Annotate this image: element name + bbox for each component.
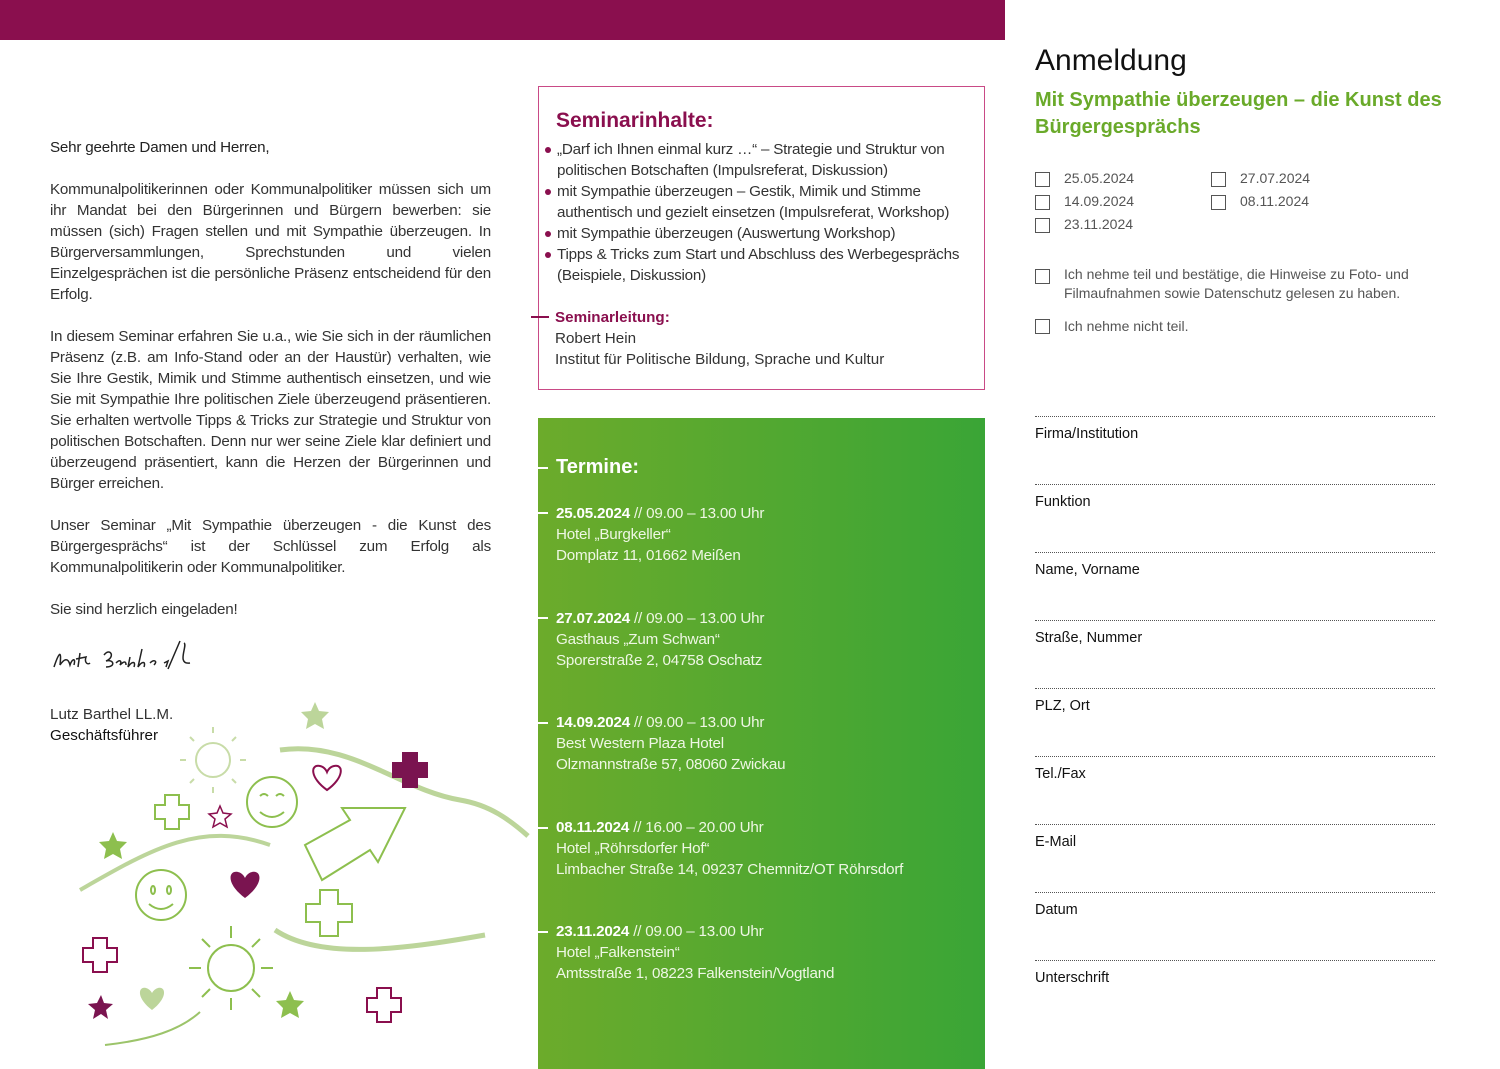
divider-tick (530, 467, 548, 469)
heart-icon (313, 766, 341, 790)
dates-title: Termine: (556, 456, 639, 478)
venue: Hotel „Burgkeller“ (556, 526, 671, 543)
divider-tick (530, 617, 548, 619)
divider-tick (530, 512, 548, 514)
greeting: Sehr geehrte Damen und Herren, (50, 139, 270, 156)
seminar-contents-box (538, 86, 985, 390)
field-email[interactable] (1035, 824, 1435, 850)
venue: Hotel „Röhrsdorfer Hof“ (556, 840, 710, 857)
star-icon (209, 806, 231, 827)
field-label: PLZ, Ort (1035, 698, 1090, 714)
star-icon (99, 832, 127, 859)
date: 25.05.2024 (556, 505, 631, 522)
field-street[interactable] (1035, 620, 1435, 646)
lead-org: Institut für Politische Bildung, Sprache und Kultur (555, 351, 885, 368)
heart-icon (231, 872, 260, 898)
top-banner (0, 0, 1005, 40)
sun-icon (189, 926, 273, 1010)
lead-title: Seminarleitung: (555, 309, 670, 326)
paragraph: Unser Seminar „Mit Sympathie überzeugen - die Kunst des Bürgergesprächs“ ist der Schlüssel zum Erfolg als Kommunalpolitikerin oder Kommunalpolitiker. (50, 517, 491, 576)
field-date[interactable] (1035, 892, 1435, 918)
checkbox-decline[interactable] (1035, 319, 1050, 334)
field-zip-city[interactable] (1035, 688, 1435, 714)
smiley-icon (247, 777, 297, 827)
field-label: Datum (1035, 902, 1078, 918)
signature-image (50, 635, 210, 675)
checkbox-date-3[interactable] (1035, 195, 1050, 210)
address: Olzmannstraße 57, 08060 Zwickau (556, 756, 786, 773)
signer-name: Lutz Barthel LL.M. (50, 706, 174, 723)
cross-icon (392, 752, 428, 788)
address: Amtsstraße 1, 08223 Falkenstein/Vogtland (556, 965, 835, 982)
contents-list (543, 139, 984, 286)
time: // 09.00 – 13.00 Uhr (630, 714, 765, 731)
checkbox-label: 08.11.2024 (1240, 193, 1310, 209)
cross-icon (306, 890, 352, 936)
consent-label: Ich nehme teil und bestätige, die Hinweise zu Foto- und Filmaufnahmen sowie Datenschutz gelesen zu haben. (1064, 266, 1409, 301)
field-label: Unterschrift (1035, 970, 1110, 986)
date-entry (556, 712, 785, 775)
venue: Best Western Plaza Hotel (556, 735, 724, 752)
venue: Gasthaus „Zum Schwan“ (556, 631, 720, 648)
arrow-icon (305, 808, 405, 880)
date: 08.11.2024 (556, 819, 630, 836)
seminar-lead (555, 307, 884, 370)
date-entry (556, 921, 834, 984)
divider-tick (530, 931, 548, 933)
letter (50, 137, 491, 641)
cross-icon (155, 795, 189, 829)
list-item: „Darf ich Ihnen einmal kurz …“ – Strategie und Struktur von politischen Botschaften (Impulsreferat, Diskussion) (543, 139, 984, 181)
checkbox-date-1[interactable] (1035, 172, 1050, 187)
field-signature[interactable] (1035, 960, 1435, 986)
contents-title: Seminarinhalte: (556, 109, 714, 132)
checkbox-date-2[interactable] (1211, 172, 1226, 187)
field-label: E-Mail (1035, 834, 1077, 850)
star-icon (88, 995, 113, 1019)
checkbox-label: 14.09.2024 (1064, 193, 1135, 209)
address: Domplatz 11, 01662 Meißen (556, 547, 741, 564)
decline-label: Ich nehme nicht teil. (1064, 318, 1189, 334)
form-title: Anmeldung (1035, 44, 1187, 77)
lead-name: Robert Hein (555, 330, 637, 347)
field-label: Straße, Nummer (1035, 630, 1143, 646)
form-subtitle: Mit Sympathie überzeugen – die Kunst des Bürgergesprächs (1035, 89, 1442, 138)
paragraph: In diesem Seminar erfahren Sie u.a., wie Sie sich in der räumlichen Präsenz (z.B. am Info-Stand oder an der Haustür) verhalten, wie Sie Ihre Gestik, Mimik und Stimme authentisch einsetzen, und wie Sie mit Sympathie Ihre politischen Ziele überzeugend präsentieren. Sie erhalten wertvolle Tipps & Tricks zur Strategie und Struktur von politischen Botschaften. Denn nur wer seine Ziele klar definiert und überzeugend präsentiert, kann die Herzen der Bürgerinnen und Bürger erreichen. (50, 328, 491, 492)
list-item: Tipps & Tricks zum Start und Abschluss des Werbegesprächs (Beispiele, Diskussion) (543, 244, 984, 286)
field-name[interactable] (1035, 552, 1435, 578)
checkbox-label: 25.05.2024 (1064, 170, 1135, 186)
paragraph: Kommunalpolitikerinnen oder Kommunalpolitiker müssen sich um ihr Mandat bei den Bürgerinnen und Bürgern bewerben: sie müssen (sich) Fragen stellen und mit Sympathie überzeugen. In Bürgerversammlungen, Sprechstunden und vielen Einzelgesprächen ist die persönliche Präsenz entscheidend für den Erfolg. (50, 181, 491, 303)
checkbox-consent[interactable] (1035, 269, 1050, 284)
divider-tick (530, 722, 548, 724)
date: 23.11.2024 (556, 923, 630, 940)
checkbox-label: 27.07.2024 (1240, 170, 1311, 186)
dates-panel (538, 418, 985, 1069)
field-label: Name, Vorname (1035, 562, 1140, 578)
time: // 09.00 – 13.00 Uhr (630, 505, 765, 522)
list-item: mit Sympathie überzeugen – Gestik, Mimik und Stimme authentisch und gezielt einsetzen (Impulsreferat, Workshop) (543, 181, 984, 223)
decorative-illustration (70, 695, 530, 1055)
date-entry (556, 608, 764, 671)
sun-icon (180, 727, 246, 793)
field-phone[interactable] (1035, 756, 1435, 782)
star-icon (276, 991, 304, 1018)
cross-icon (83, 938, 117, 972)
field-company[interactable] (1035, 416, 1435, 442)
date-entry (556, 817, 903, 880)
date-entry (556, 503, 764, 566)
address: Limbacher Straße 14, 09237 Chemnitz/OT Röhrsdorf (556, 861, 904, 878)
heart-icon (140, 988, 164, 1010)
time: // 16.00 – 20.00 Uhr (629, 819, 764, 836)
checkbox-label: 23.11.2024 (1064, 216, 1134, 232)
time: // 09.00 – 13.00 Uhr (629, 923, 764, 940)
time: // 09.00 – 13.00 Uhr (630, 610, 765, 627)
checkbox-date-5[interactable] (1035, 218, 1050, 233)
field-label: Tel./Fax (1035, 766, 1086, 782)
list-item: mit Sympathie überzeugen (Auswertung Workshop) (543, 223, 984, 244)
field-label: Firma/Institution (1035, 426, 1139, 442)
signer-role: Geschäftsführer (50, 727, 159, 744)
checkbox-date-4[interactable] (1211, 195, 1226, 210)
divider-tick (530, 827, 548, 829)
address: Sporerstraße 2, 04758 Oschatz (556, 652, 763, 669)
cross-icon (367, 988, 401, 1022)
date: 27.07.2024 (556, 610, 631, 627)
field-label: Funktion (1035, 494, 1091, 510)
paragraph: Sie sind herzlich eingeladen! (50, 601, 238, 618)
date: 14.09.2024 (556, 714, 631, 731)
field-function[interactable] (1035, 484, 1435, 510)
venue: Hotel „Falkenstein“ (556, 944, 680, 961)
smiley-icon (136, 870, 186, 920)
divider-tick (531, 316, 549, 318)
star-icon (301, 702, 329, 729)
